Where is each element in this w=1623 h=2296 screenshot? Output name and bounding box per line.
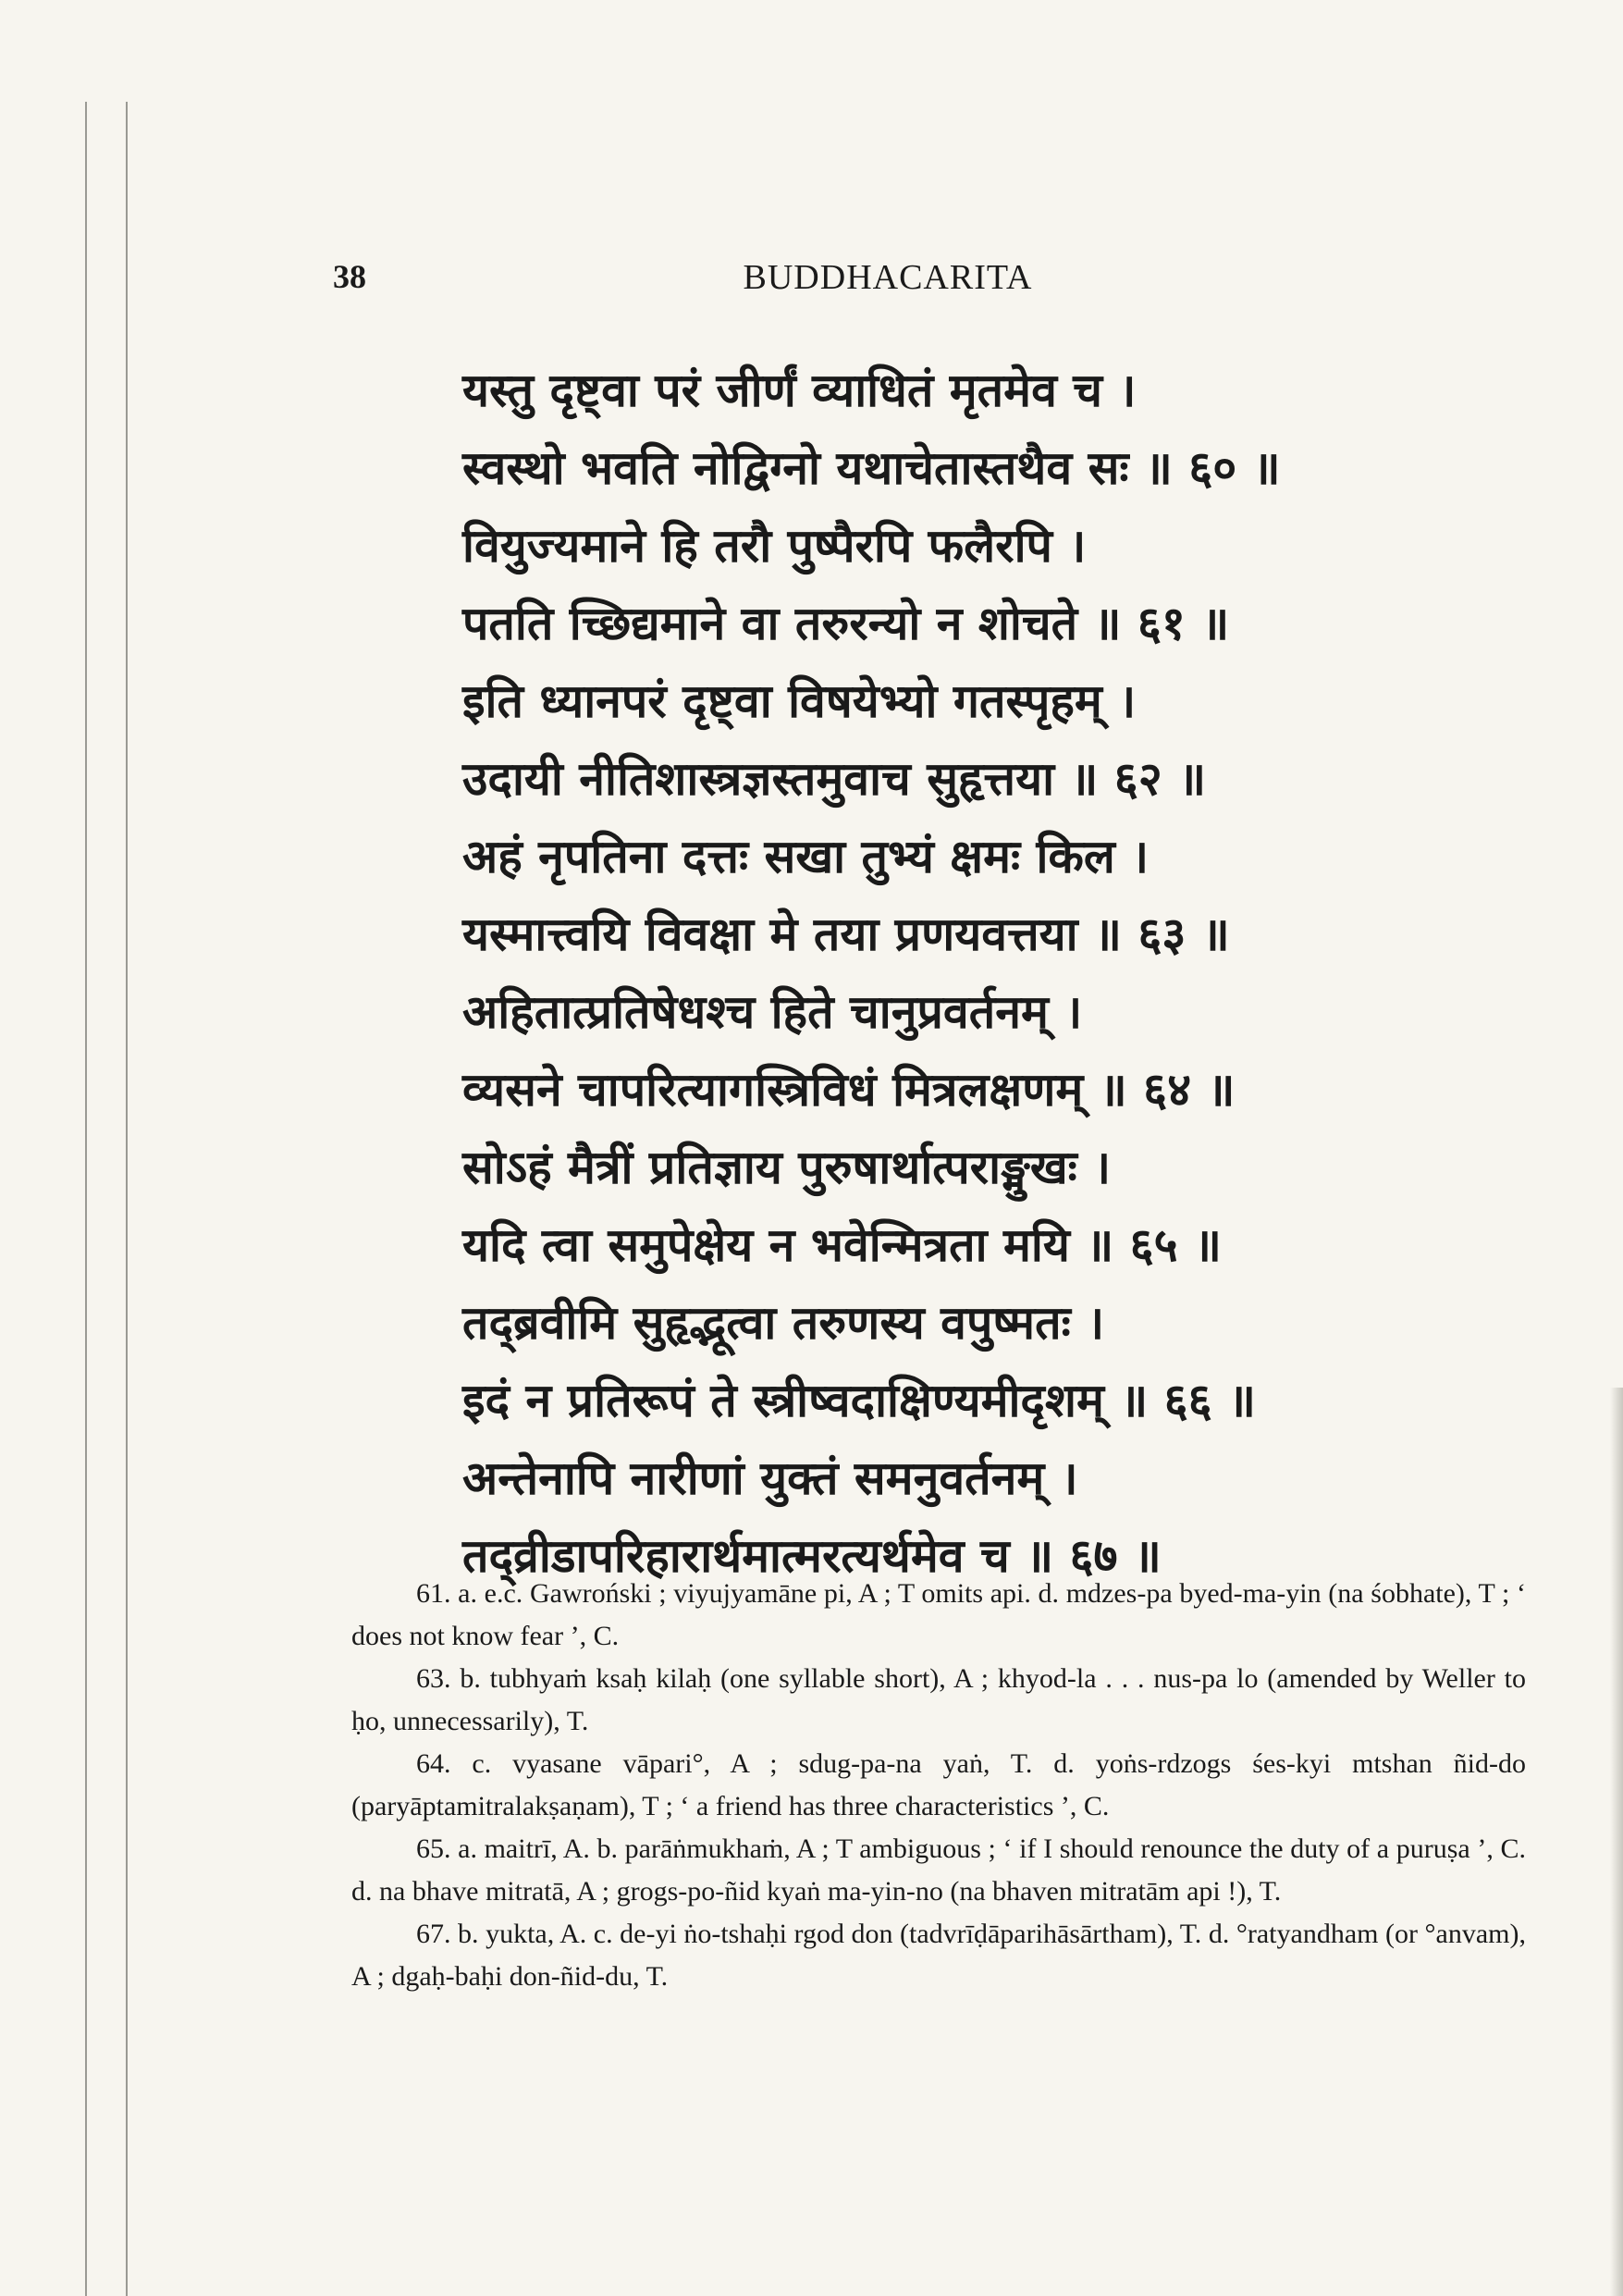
verse-line: स्वस्थो भवति नोद्विग्नो यथाचेतास्तथैव सः ॥ ६० ॥ xyxy=(462,441,1281,495)
footnote: 65. a. maitrī, A. b. parāṅmukhaṁ, A ; T ambiguous ; ‘ if I should renounce the duty of a puruṣa ’, C. d. na bhave mitratā, A ; grogs-po-ñid kyaṅ ma-yin-no (na bhaven mitratām api !), T. xyxy=(351,1833,1526,1907)
verse-line: व्यसने चापरित्यागस्त्रिविधं मित्रलक्षणम् ॥ ६४ ॥ xyxy=(462,1063,1236,1117)
verse-line: तद्ब्रवीमि सुहृद्भूत्वा तरुणस्य वपुष्मतः । xyxy=(462,1296,1105,1350)
verse-line: वियुज्यमाने हि तरौ पुष्पैरपि फलैरपि । xyxy=(462,519,1087,573)
page-number: 38 xyxy=(333,258,366,295)
verse-line: यस्मात्त्वयि विवक्षा मे तया प्रणयवत्तया ॥ ६३ ॥ xyxy=(462,907,1230,961)
verse-line: यदि त्वा समुपेक्षेय न भवेन्मित्रता मयि ॥ ६५ ॥ xyxy=(462,1218,1222,1272)
verse-line: पतति च्छिद्यमाने वा तरुरन्यो न शोचते ॥ ६१ ॥ xyxy=(462,597,1230,650)
footnote: 67. b. yukta, A. c. de-yi ṅo-tshaḥi rgod don (tadvrīḍāparihāsārtham), T. d. °ratyandham (or °anvam), A ; dgaḥ-baḥi don-ñid-du, T. xyxy=(351,1919,1526,1992)
verse-line: अहं नृपतिना दत्तः सखा तुभ्यं क्षमः किल । xyxy=(462,830,1150,883)
verse-line: तद्व्रीडापरिहारार्थमात्मरत्यर्थमेव च ॥ ६७ ॥ xyxy=(462,1529,1162,1583)
verse-line: सोऽहं मैत्रीं प्रतिज्ञाय पुरुषार्थात्पराङ्मुखः । xyxy=(462,1141,1112,1194)
verse-line: यस्तु दृष्ट्वा परं जीर्णं व्याधितं मृतमेव च । xyxy=(462,364,1137,417)
verse-line: इति ध्यानपरं दृष्ट्वा विषयेभ्यो गतस्पृहम् । xyxy=(462,674,1137,728)
footnotes xyxy=(351,1573,1526,1998)
sanskrit-verses xyxy=(462,352,1443,1595)
running-title: BUDDHACARITA xyxy=(743,258,1033,297)
footnote: 61. a. e.c. Gawroński ; viyujyamāne pi, A ; T omits api. d. mdzes-pa byed-ma-yin (na śobhate), T ; ‘ does not know fear ’, C. xyxy=(351,1578,1526,1651)
page-edge-shadow xyxy=(1610,1388,1623,2296)
verse-line: इदं न प्रतिरूपं ते स्त्रीष्वदाक्षिण्यमीदृशम् ॥ ६६ ॥ xyxy=(462,1374,1256,1427)
footnote: 63. b. tubhyaṁ ksaḥ kilaḥ (one syllable short), A ; khyod-la . . . nus-pa lo (amended by Weller to ḥo, unnecessarily), T. xyxy=(351,1663,1526,1736)
page-header xyxy=(333,257,1443,313)
verse-line: अन्तेनापि नारीणां युक्तं समनुवर्तनम् । xyxy=(462,1451,1078,1505)
verse-line: अहितात्प्रतिषेधश्च हिते चानुप्रवर्तनम् । xyxy=(462,985,1083,1039)
verse-line: उदायी नीतिशास्त्रज्ञस्तमुवाच सुहृत्तया ॥ ६२ ॥ xyxy=(462,752,1207,806)
binding-gutter-line xyxy=(126,102,128,2296)
footnote: 64. c. vyasane vāpari°, A ; sdug-pa-na yaṅ, T. d. yoṅs-rdzogs śes-kyi mtshan ñid-do (paryāptamitralakṣaṇam), T ; ‘ a friend has three characteristics ’, C. xyxy=(351,1748,1526,1821)
binding-gutter-line xyxy=(85,102,87,2296)
